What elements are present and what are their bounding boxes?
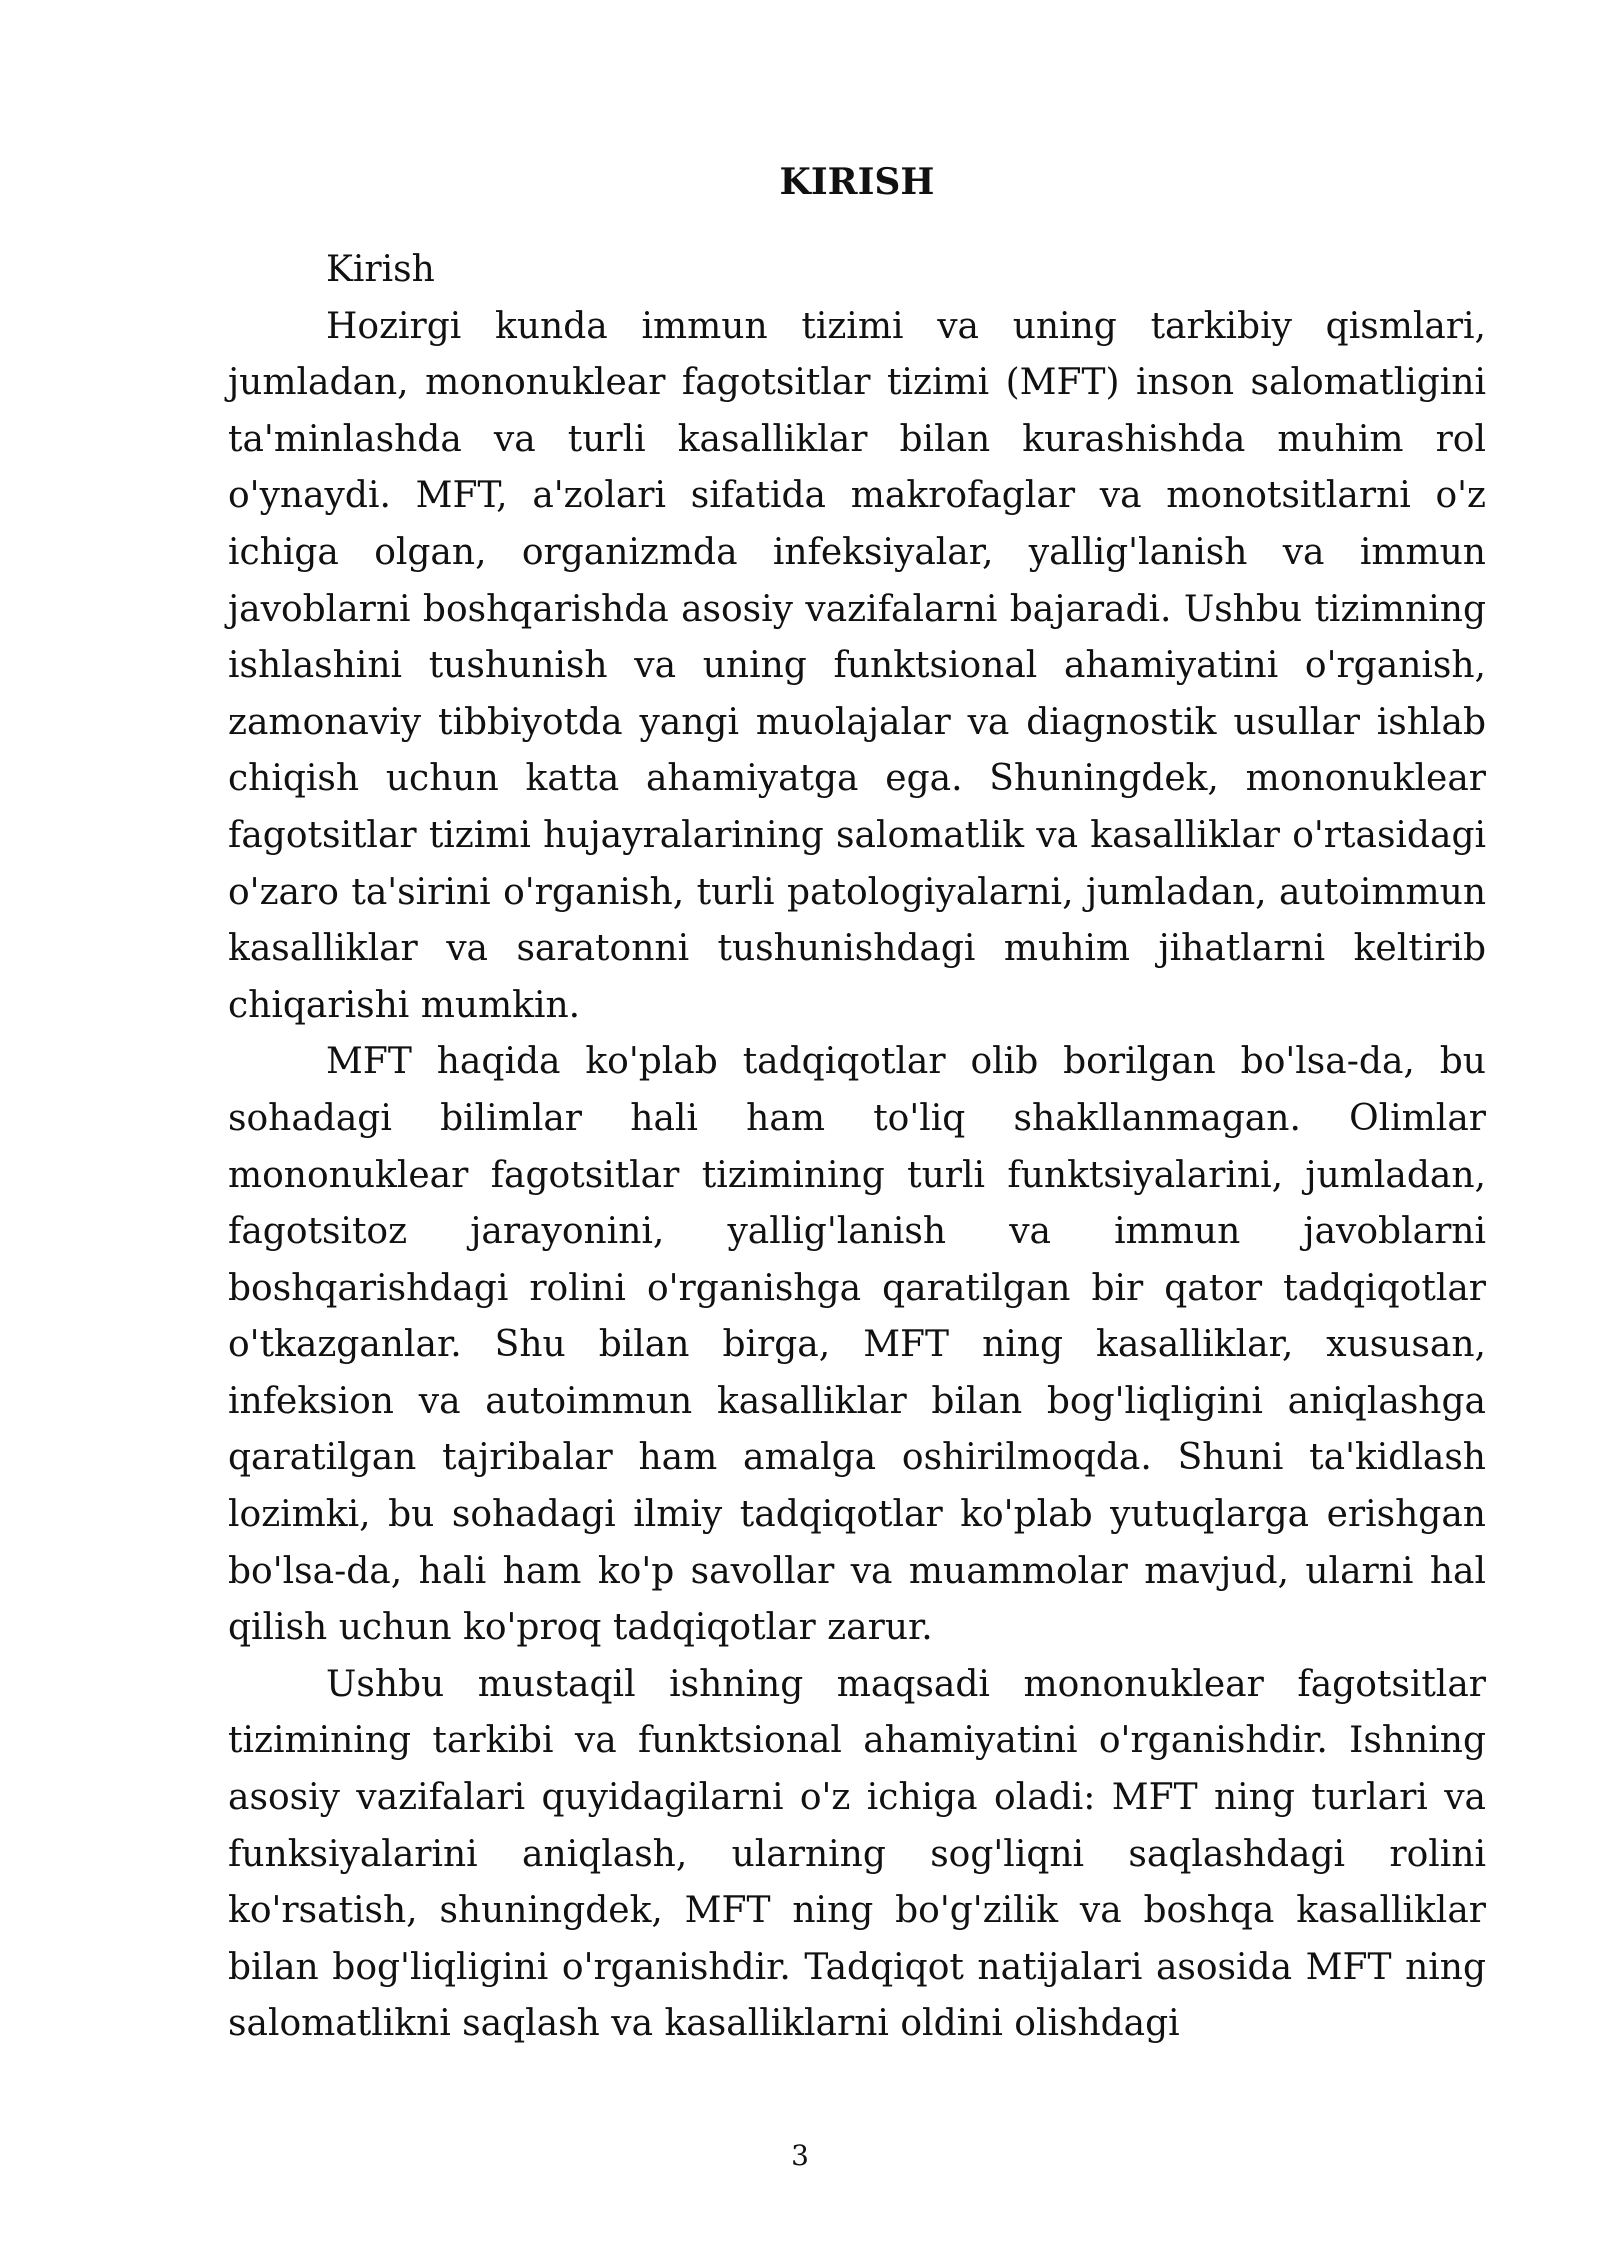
paragraph-heading: Kirish	[326, 249, 435, 290]
paragraph: Ushbu mustaqil ishning maqsadi mononuklear fagotsitlar tizimining tarkibi va funktsional ahamiyatini o'rganishdir. Ishning asosiy vazifalari quyidagilarni o'z ichiga oladi: MFT ning turlari va funksiyalarini aniqlash, ularning sog'liqni saqlashdagi rolini ko'rsatish, shuningdek, MFT ning bo'g'zilik va boshqa kasalliklar bilan bog'liqligini o'rganishdir. Tadqiqot natijalari asosida MFT ning salomatlikni saqlash va kasalliklarni oldini olishdagi	[228, 1663, 1486, 2045]
section-title: KIRISH	[779, 161, 935, 203]
page-content	[228, 152, 1486, 2053]
paragraph: Hozirgi kunda immun tizimi va uning tarkibiy qismlari, jumladan, mononuklear fagotsitlar tizimi (MFT) inson salomatligini ta'minlashda va turli kasalliklar bilan kurashishda muhim rol o'ynaydi. MFT, a'zolari sifatida makrofaglar va monotsitlarni o'z ichiga olgan, organizmda infeksiyalar, yallig'lanish va immun javoblarni boshqarishda asosiy vazifalarni bajaradi. Ushbu tizimning ishlashini tushunish va uning funktsional ahamiyatini o'rganish, zamonaviy tibbiyotda yangi muolajalar va diagnostik usullar ishlab chiqish uchun katta ahamiyatga ega. Shuningdek, mononuklear fagotsitlar tizimi hujayralarining salomatlik va kasalliklar o'rtasidagi o'zaro ta'sirini o'rganish, turli patologiyalarni, jumladan, autoimmun kasalliklar va saratonni tushunishdagi muhim jihatlarni keltirib chiqarishi mumkin.	[228, 305, 1486, 1026]
paragraph: MFT haqida ko'plab tadqiqotlar olib borilgan bo'lsa-da, bu sohadagi bilimlar hali ham to'liq shakllanmagan. Olimlar mononuklear fagotsitlar tizimining turli funktsiyalarini, jumladan, fagotsitoz jarayonini, yallig'lanish va immun javoblarni boshqarishdagi rolini o'rganishga qaratilgan bir qator tadqiqotlar o'tkazganlar. Shu bilan birga, MFT ning kasalliklar, xususan, infeksion va autoimmun kasalliklar bilan bog'liqligini aniqlashga qaratilgan tajribalar ham amalga oshirilmoqda. Shuni ta'kidlash lozimki, bu sohadagi ilmiy tadqiqotlar ko'plab yutuqlarga erishgan bo'lsa-da, hali ham ko'p savollar va muammolar mavjud, ularni hal qilish uchun ko'proq tadqiqotlar zarur.	[228, 1041, 1486, 1649]
page-number: 3	[791, 2139, 809, 2172]
